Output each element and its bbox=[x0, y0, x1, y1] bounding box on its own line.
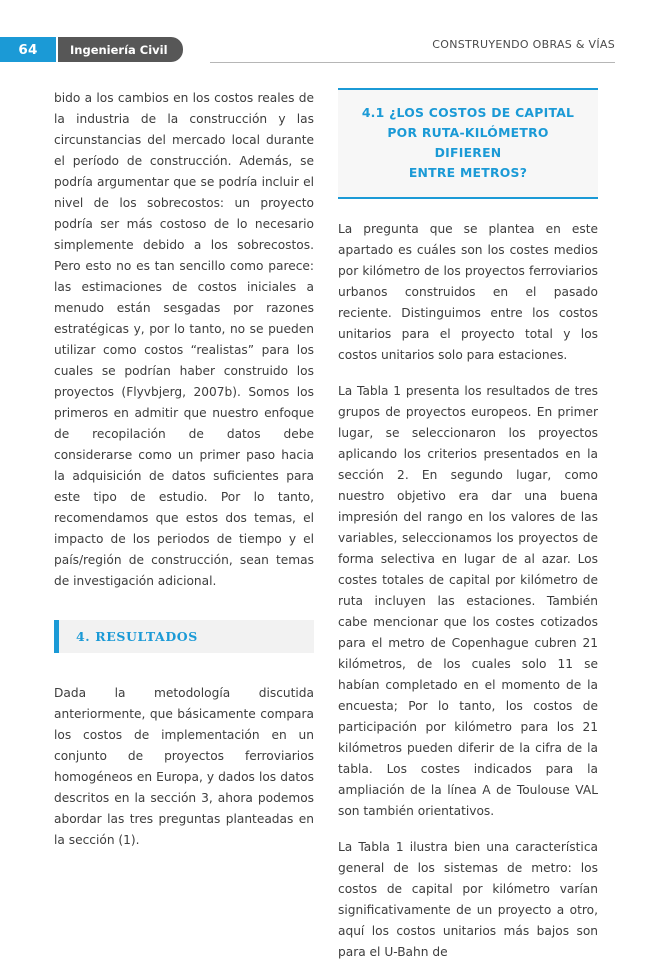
section-heading-label: 4. RESULTADOS bbox=[76, 628, 198, 644]
subsection-heading-box bbox=[338, 88, 598, 199]
paragraph: bido a los cambios en los costos reales de la industria de la construcción y las circunstancias del mercado local durante el período de construcción. Además, se podría argumentar que se podría incluir el nivel de los sobrecostos: un proyecto podría ser más costoso de lo necesario simplemente debido a los sobrecostos. Pero esto no es tan sencillo como parece: las estimaciones de costos iniciales a menudo están sesgadas por razones estratégicas y, por lo tanto, no se pueden utilizar como costos “realistas” para los cuales se podrían haber construido los proyectos (Flyvbjerg, 2007b). Somos los primeros en admitir que nuestro enfoque de recopilación de datos debe considerarse como un primer paso hacia la adquisición de datos suficientes para este tipo de estudio. Por lo tanto, recomendamos que estos dos temas, el impacto de los periodos de tiempo y el país/región de construcción, sean temas de investigación adicional. bbox=[54, 91, 314, 588]
subsection-heading-line: 4.1 ¿LOS COSTOS DE CAPITAL bbox=[361, 105, 575, 120]
two-column-body bbox=[0, 88, 650, 959]
paragraph: La Tabla 1 ilustra bien una característica general de los sistemas de metro: los costos de capital por kilómetro varían significativamente de un proyecto a otro, aquí los costos unitarios más bajos son para el U-Bahn de bbox=[338, 839, 598, 959]
right-text-column bbox=[338, 88, 598, 963]
left-text-column bbox=[54, 88, 314, 851]
running-head: CONSTRUYENDO OBRAS & VÍAS bbox=[432, 38, 615, 51]
subsection-heading-line: ENTRE METROS? bbox=[408, 165, 528, 181]
paragraph: La pregunta que se plantea en este apartado es cuáles son los costes medios por kilómetro de los proyectos ferroviarios urbanos construidos en el pasado reciente. Distinguimos entre los costos unitarios para el proyecto total y los costos unitarios solo para estaciones. bbox=[338, 222, 598, 363]
page-header bbox=[0, 0, 650, 78]
paragraph: La Tabla 1 presenta los resultados de tres grupos de proyectos europeos. En primer lugar, se seleccionaron los proyectos aplicando los criterios presentados en la sección 2. En segundo lugar, como nuestro objetivo era dar una buena impresión del rango en los valores de las variables, seleccionamos los proyectos de forma selectiva en lugar de al azar. Los costes totales de capital por kilómetro de ruta incluyen las estaciones. También cabe mencionar que los costes cotizados para el metro de Copenhague cubren 21 kilómetros, de los cuales solo 11 se habían completado en el momento de la encuesta; Por lo tanto, los costos de participación por kilómetro para los 21 kilómetros pueden diferir de la cifra de la tabla. Los costes indicados para la ampliación de la línea A de Toulouse VAL son también orientativos. bbox=[338, 384, 598, 818]
header-divider-rule bbox=[210, 62, 615, 63]
paragraph: Dada la metodología discutida anteriormente, que básicamente compara los costos de implementación en un conjunto de proyectos ferroviarios homogéneos en Europa, y dados los datos descritos en la sección 3, ahora podemos abordar las tres preguntas planteadas en la sección (1). bbox=[54, 685, 314, 847]
subsection-heading-line: POR RUTA-KILÓMETRO DIFIEREN bbox=[387, 125, 549, 161]
section-heading-resultados bbox=[54, 620, 314, 653]
journal-name-tab: Ingeniería Civil bbox=[58, 37, 183, 62]
page-number-block: 64 bbox=[0, 37, 56, 62]
